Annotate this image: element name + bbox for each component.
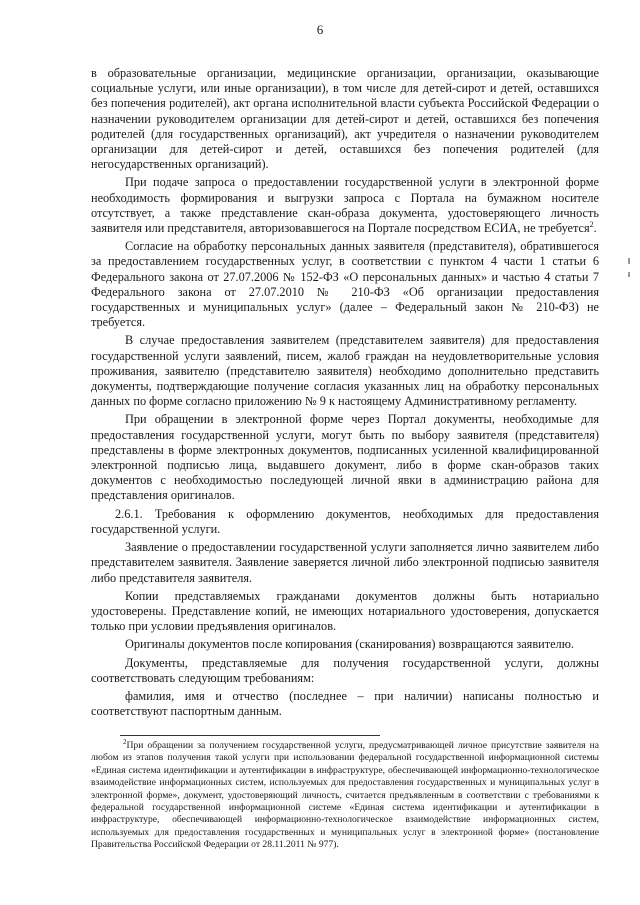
paragraph-portal-documents: При обращении в электронной форме через Портал документы, необходимые для предоставления государственной услуги, могут быть по выбору заявителя (представителя) представлены в форме электронных документов, подписанных усиленной квалифицированной электронной подписью лица, выдавшего документ, либо в форме скан-образов таких документов с необходимостью последующей личной явки в администрацию района для представления оригиналов. [91,412,599,503]
page-number: 6 [316,22,324,37]
scan-artifact-mark [628,258,630,264]
footnote-separator [120,735,380,736]
paragraph-complaints: В случае предоставления заявителем (представителем заявителя) для предоставления государственной услуги заявлений, писем, жалоб граждан на неудовлетворительные условия проживания, заявителю (представителю заявителя) необходимо дополнительно представить документы, подтверждающие получение согласия указанных лиц на обработку персональных данных по форме согласно приложению № 9 к настоящему Административному регламенту. [91,333,599,409]
footnote-text: При обращении за получением государственной услуги, предусматривающей личное присутствие заявителя на любом из этапов получения такой услуги при использовании федеральной государственной информационной системы «Единая система идентификации и аутентификации в инфраструктуре, обеспечивающей информационно-технологическое взаимодействие информационных систем, используемых для предоставления государственных и муниципальных услуг в электронной форме», документ, удостоверяющий личность, считается предъявленным в соответствии с требованиями к федеральной государственной информационной системе «Единая система идентификации и аутентификации в инфраструктуре, обеспечивающей информационно-технологическое взаимодействие информационных систем, используемых для предоставления государственных и муниципальных услуг в электронной форме» (постановление Правительства Российской Федерации от 28.11.2011 № 977). [91,740,599,851]
paragraph-continuation: в образовательные организации, медицинские организации, организации, оказывающие социальные услуги, или иные организации), в том числе для детей-сирот и детей, оставшихся без попечения родителей), акт органа исполнительной власти субъекта Российской Федерации о назначении руководителем организации для детей-сирот и детей, оставшихся без попечения родителей (для государственных организаций), акт учредителя о назначении руководителем организации для детей-сирот и детей, оставшихся без попечения родителей (для негосударственных организаций). [91,66,599,172]
paragraph-electronic-request: При подаче запроса о предоставлении государственной услуги в электронной форме необходимость формирования и выгрузки запроса с Портала на бумажном носителе отсутствует, а также представление скан-образа документа, удостоверяющего личность заявителя или представителя, авторизовавшегося на Портале посредством ЕСИА, не требуется$^2$. [91,175,599,236]
footnote-marker: 2 [123,737,127,746]
footnote-reference[interactable]: 2 [589,219,594,229]
paragraph-originals: Оригиналы документов после копирования (сканирования) возвращаются заявителю. [125,637,574,652]
paragraph-consent: Согласие на обработку персональных данных заявителя (представителя), обратившегося за предоставлением государственных услуг, в соответствии с пунктом 4 части 1 статьи 6 Федерального закона от 27.07.2006 № 152-ФЗ «О персональных данных» и частью 4 статьи 7 Федерального закона от 27.07.2010 № 210-ФЗ «Об организации предоставления государственных и муниципальных услуг» (далее – Федеральный закон № 210-ФЗ) не требуется. [91,239,599,330]
paragraph-application-signature: Заявление о предоставлении государственной услуги заполняется лично заявителем либо представителем заявителя. Заявление заверяется личной либо электронной подписью заявителя либо представителя заявителя. [91,540,599,585]
paragraph-text: При подаче запроса о предоставлении государственной услуги в электронной форме необходимость формирования и выгрузки запроса с Портала на бумажном носителе отсутствует, а также представление скан-образа документа, удостоверяющего личность заявителя или представителя, авторизовавшегося на Портале посредством ЕСИА, не требуется [91,175,599,236]
footnote [91,737,599,852]
main-text [91,66,599,722]
scan-artifact-mark [628,272,630,277]
paragraph-copies: Копии представляемых гражданами документов должны быть нотариально удостоверены. Представление копий, не имеющих нотариального удостоверения, допускается только при условии предъявления оригиналов. [91,588,599,634]
paragraph-requirements: Документы, представляемые для получения государственной услуги, должны соответствовать следующим требованиям: [91,655,599,685]
paragraph-full-name: фамилия, имя и отчество (последнее – при наличии) написаны полностью и соответствуют паспортным данным. [91,688,599,719]
section-heading-2-6-1: 2.6.1. Требования к оформлению документов, необходимых для предоставления государственной услуги. [91,506,599,536]
